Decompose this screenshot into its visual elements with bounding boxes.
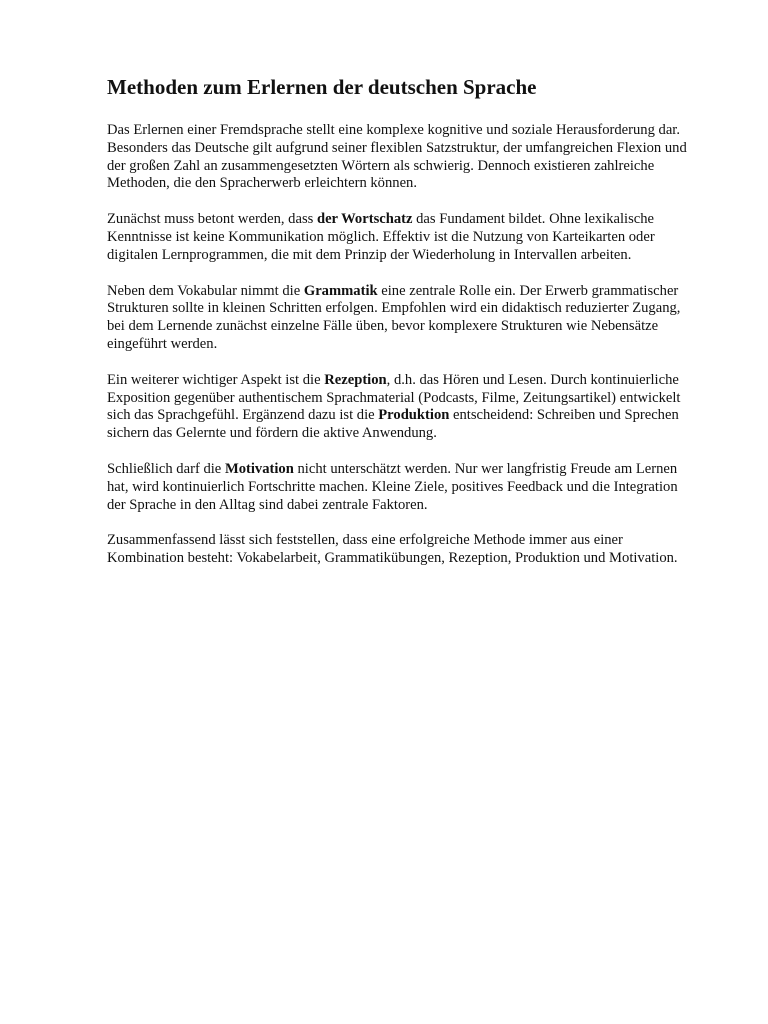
keyword-wortschatz: der Wortschatz (316, 211, 413, 228)
paragraph-text: eine zentrale Rolle ein. Der Erwerb grammatischer Strukturen sollte in kleinen Schritten erfolgen. Empfohlen wird ein didaktisch reduzierter Zugang, bei dem Lernende zunächst einzelne Fälle üben, bevor komplexere Strukturen wie Nebensätze eingeführt werden. (107, 282, 681, 352)
keyword-grammatik: Grammatik (303, 282, 378, 299)
keyword-motivation: Motivation (224, 460, 294, 477)
paragraph-text: das Fundament bildet. Ohne lexikalische Kenntnisse ist keine Kommunikation möglich. Effektiv ist die Nutzung von Karteikarten oder digitalen Lernprogrammen, die mit dem Prinzip der Wiederholung in Intervallen arbeiten. (107, 211, 655, 263)
paragraph-text: Neben dem Vokabular nimmt die (107, 282, 304, 299)
document-page (107, 74, 699, 586)
paragraph-grammar (107, 283, 699, 354)
paragraph-reception-production (107, 372, 699, 443)
paragraph-text: Ein weiterer wichtiger Aspekt ist die (107, 371, 325, 388)
paragraph-text: , d.h. das Hören und Lesen. Durch kontinuierliche Exposition gegenüber authentischem Sprachmaterial (Podcasts, Filme, Zeitungsartikel) entwickelt sich das Sprachgefühl. Ergänzend dazu ist die (107, 371, 681, 424)
paragraph-motivation (107, 461, 699, 514)
paragraph-conclusion: Zusammenfassend lässt sich feststellen, dass eine erfolgreiche Methode immer aus einer Kombination besteht: Vokabelarbeit, Grammatikübungen, Rezeption, Produktion und Motivation. (107, 532, 678, 567)
document-title: Methoden zum Erlernen der deutschen Sprache (107, 75, 537, 99)
keyword-rezeption: Rezeption (324, 371, 387, 388)
keyword-produktion: Produktion (378, 407, 450, 424)
paragraph-text: Zunächst muss betont werden, dass (107, 211, 317, 228)
paragraph-intro: Das Erlernen einer Fremdsprache stellt eine komplexe kognitive und soziale Herausforderung dar. Besonders das Deutsche gilt aufgrund seiner flexiblen Satzstruktur, der umfangreichen Flexion und der großen Zahl an zusammengesetzten Wörtern als schwierig. Dennoch existieren zahlreiche Methoden, die den Spracherwerb erleichtern können. (107, 122, 687, 192)
paragraph-vocabulary (107, 211, 699, 264)
paragraph-text: entscheidend: Schreiben und Sprechen sichern das Gelernte und fördern die aktive Anwendung. (107, 407, 679, 442)
paragraph-text: Schließlich darf die (107, 460, 225, 477)
paragraph-text: nicht unterschätzt werden. Nur wer langfristig Freude am Lernen hat, wird kontinuierlich Fortschritte machen. Kleine Ziele, positives Feedback und die Integration der Sprache in den Alltag sind dabei zentrale Faktoren. (107, 460, 678, 513)
